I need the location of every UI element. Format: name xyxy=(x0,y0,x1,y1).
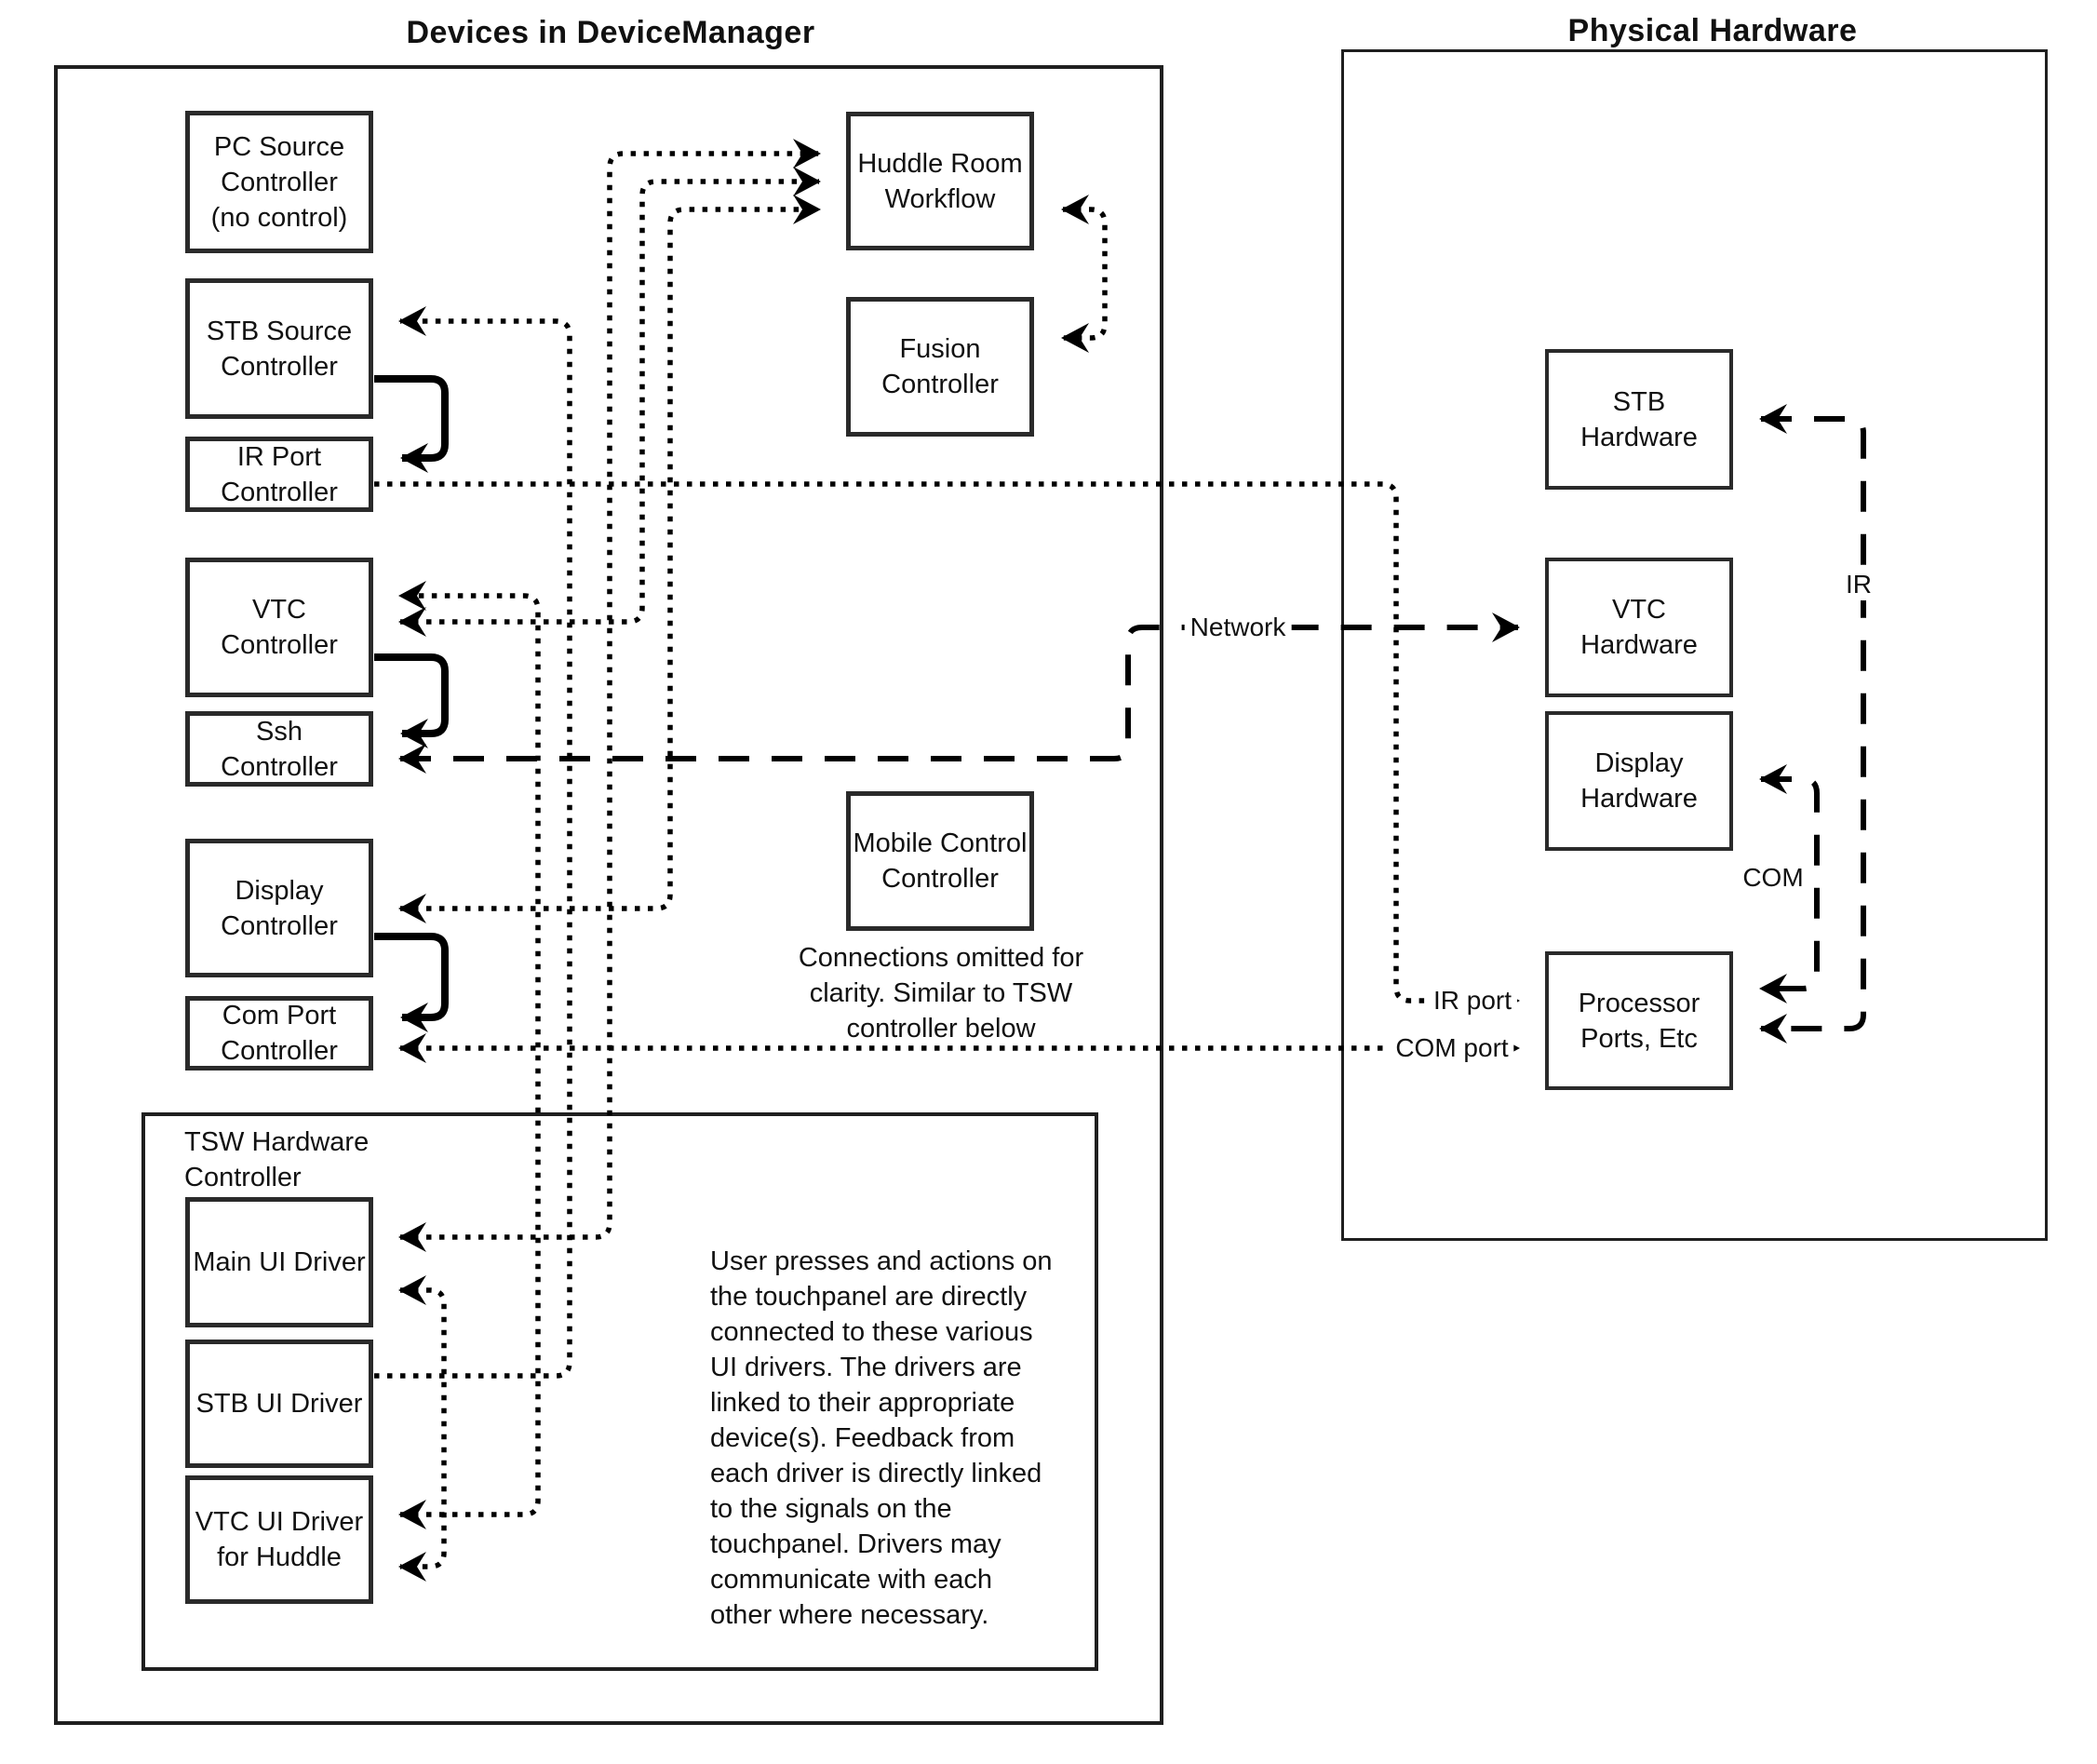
display-controller-box xyxy=(185,839,373,977)
tsw-paragraph-line: to the signals on the xyxy=(710,1494,952,1524)
stb-ui-driver-label: STB UI Driver xyxy=(195,1389,363,1419)
huddle-room-line1: Huddle Room xyxy=(857,148,1023,179)
stb-source-line2: Controller xyxy=(221,351,338,382)
pc-source-line2: Controller xyxy=(221,167,338,197)
com-label: COM xyxy=(1737,862,1808,894)
vtc-ui-driver-line2: for Huddle xyxy=(217,1542,342,1572)
stb-hardware-box xyxy=(1545,349,1733,490)
vtc-controller-line2: Controller xyxy=(221,630,338,660)
com-port-line2: Controller xyxy=(221,1036,338,1066)
huddle-room-workflow-box xyxy=(846,112,1034,250)
mobile-control-controller-box xyxy=(846,791,1034,931)
vtc-ui-driver-box xyxy=(185,1475,373,1604)
tsw-paragraph-line: other where necessary. xyxy=(710,1600,989,1630)
com-port-controller-box xyxy=(185,996,373,1071)
mobile-note-line2: clarity. Similar to TSW xyxy=(809,978,1073,1008)
com-port-label: COM port xyxy=(1390,1032,1513,1064)
vtc-hardware-line1: VTC xyxy=(1612,595,1666,625)
mobile-control-line2: Controller xyxy=(881,864,999,894)
tsw-description-paragraph xyxy=(710,1244,1101,1633)
ir-port-line1: IR Port xyxy=(236,441,322,472)
physical-hardware-title: Physical Hardware xyxy=(1567,13,1858,48)
devices-title: Devices in DeviceManager xyxy=(406,15,815,50)
tsw-paragraph-line: touchpanel. Drivers may xyxy=(710,1529,1001,1559)
stb-hardware-line2: Hardware xyxy=(1580,422,1698,452)
pc-source-line3: (no control) xyxy=(210,202,348,233)
tsw-paragraph-line: linked to their appropriate xyxy=(710,1388,1015,1418)
vtc-hardware-box xyxy=(1545,558,1733,697)
vtc-controller-line1: VTC xyxy=(252,595,306,625)
stb-hardware-line1: STB xyxy=(1612,386,1666,417)
ir-port-controller-box xyxy=(185,437,373,512)
tsw-frame-label-line2: Controller xyxy=(184,1163,302,1192)
display-hardware-box xyxy=(1545,711,1733,851)
display-hardware-line2: Hardware xyxy=(1580,784,1698,814)
tsw-paragraph-line: UI drivers. The drivers are xyxy=(710,1353,1022,1382)
ssh-controller-line1: Ssh xyxy=(256,716,302,747)
tsw-frame-label xyxy=(184,1124,369,1195)
fusion-controller-line1: Fusion xyxy=(899,334,981,364)
main-ui-driver-box xyxy=(185,1197,373,1327)
ssh-controller-box xyxy=(185,711,373,787)
main-ui-driver-label: Main UI Driver xyxy=(193,1247,366,1277)
ir-label: IR xyxy=(1840,569,1877,600)
tsw-paragraph-line: the touchpanel are directly xyxy=(710,1282,1028,1312)
vtc-hardware-line2: Hardware xyxy=(1580,630,1698,660)
tsw-frame-label-line1: TSW Hardware xyxy=(184,1127,370,1157)
tsw-paragraph-line: connected to these various xyxy=(710,1317,1033,1347)
tsw-paragraph-line: User presses and actions on xyxy=(710,1246,1053,1276)
display-hardware-line1: Display xyxy=(1594,748,1684,778)
fusion-controller-line2: Controller xyxy=(881,370,999,399)
vtc-ui-driver-line1: VTC UI Driver xyxy=(195,1507,364,1537)
tsw-paragraph-line: device(s). Feedback from xyxy=(710,1423,1015,1453)
mobile-control-note xyxy=(773,940,1109,1046)
processor-ports-line2: Ports, Etc xyxy=(1580,1023,1698,1054)
stb-ui-driver-box xyxy=(185,1340,373,1468)
stb-source-controller-box xyxy=(185,278,373,419)
fusion-controller-box xyxy=(846,297,1034,437)
ssh-controller-line2: Controller xyxy=(221,751,338,782)
pc-source-controller-box xyxy=(185,111,373,253)
ir-port-line2: Controller xyxy=(221,477,338,507)
com-port-line1: Com Port xyxy=(222,1001,337,1030)
display-controller-line1: Display xyxy=(235,875,324,906)
tsw-paragraph-line: communicate with each xyxy=(710,1565,993,1595)
processor-ports-box xyxy=(1545,951,1733,1090)
vtc-controller-box xyxy=(185,558,373,697)
huddle-room-line2: Workflow xyxy=(884,183,996,214)
ir-port-label: IR port xyxy=(1428,985,1517,1017)
processor-ports-line1: Processor xyxy=(1578,988,1700,1018)
stb-source-line1: STB Source xyxy=(206,316,353,346)
pc-source-line1: PC Source xyxy=(213,131,345,162)
display-controller-line2: Controller xyxy=(221,910,338,941)
mobile-note-line1: Connections omitted for xyxy=(798,943,1084,973)
network-label: Network xyxy=(1185,612,1292,643)
mobile-control-line1: Mobile Control xyxy=(853,828,1028,858)
mobile-note-line3: controller below xyxy=(846,1014,1036,1044)
tsw-paragraph-line: each driver is directly linked xyxy=(710,1459,1042,1488)
